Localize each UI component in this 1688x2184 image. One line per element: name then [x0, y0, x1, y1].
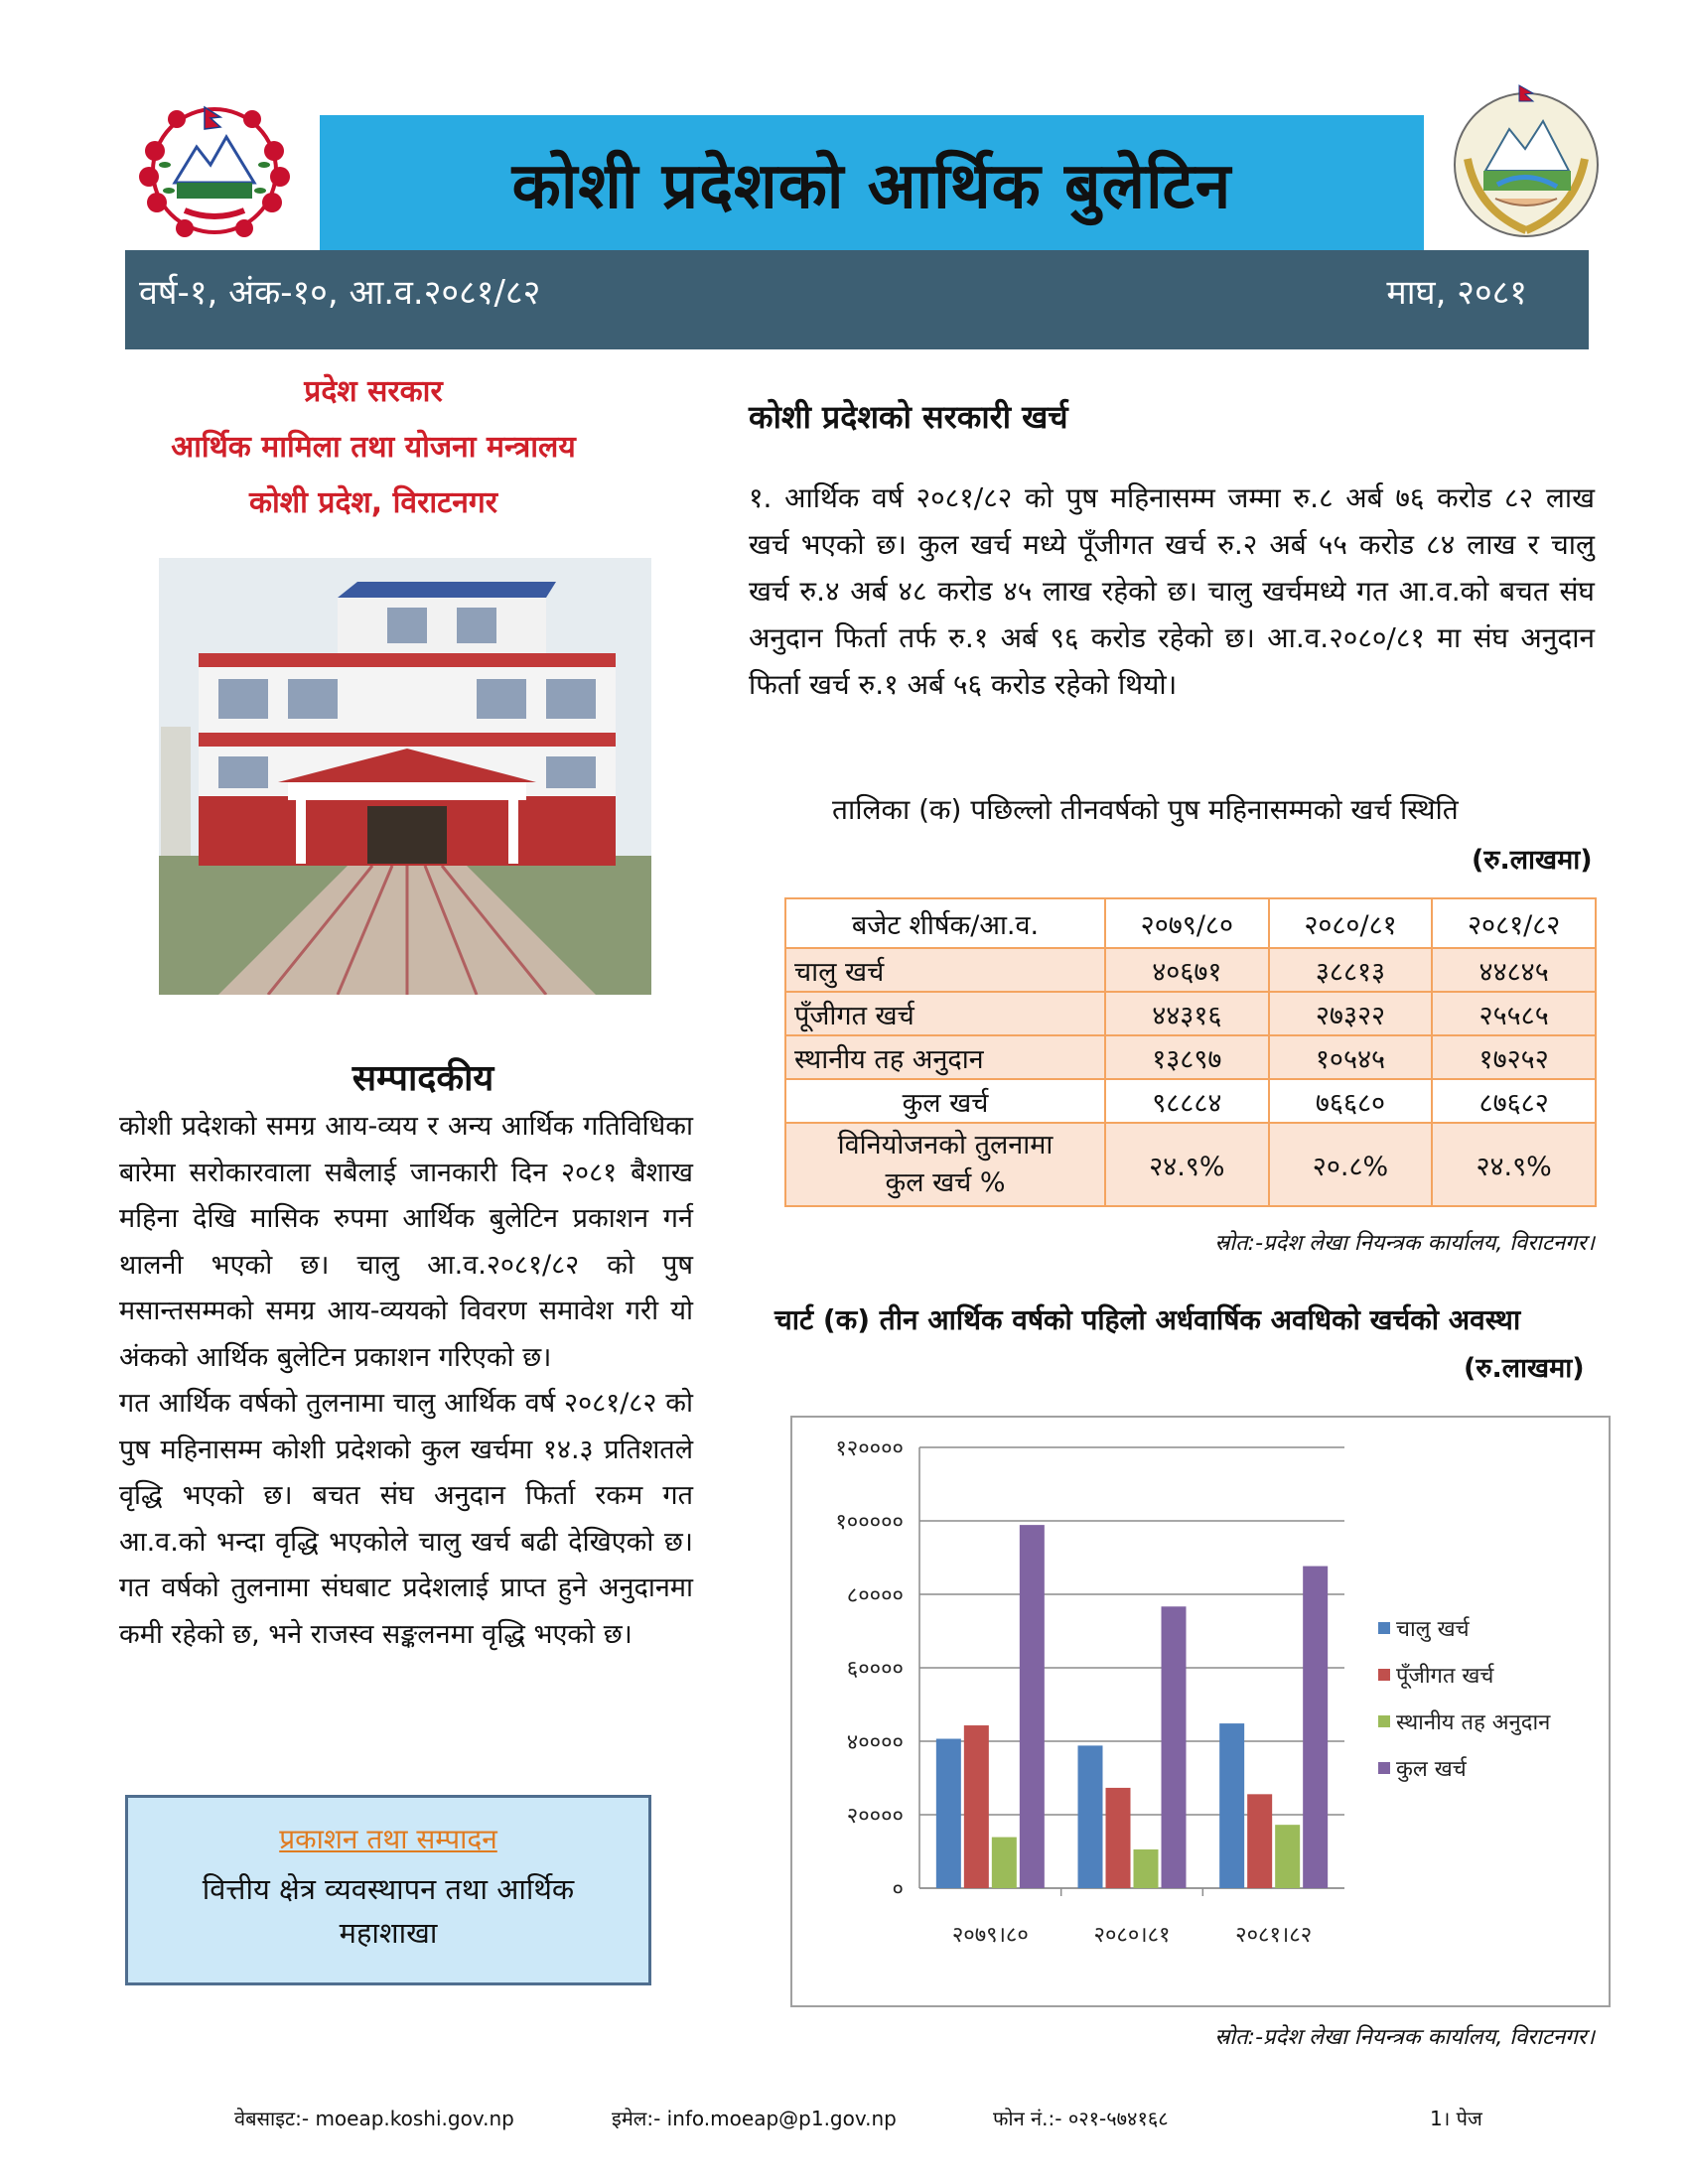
x-tick-label: २०८१।८२ — [1235, 1923, 1313, 1948]
ministry-building-photo — [159, 558, 651, 995]
table-cell: १०५४५ — [1269, 1035, 1433, 1079]
legend-entry: चालु खर्च — [1396, 1617, 1470, 1642]
y-tick-label: २०००० — [846, 1804, 904, 1829]
table-cell: ४४८४५ — [1432, 948, 1596, 992]
table-cell: २०.८% — [1269, 1123, 1433, 1206]
chart-caption: चार्ट (क) तीन आर्थिक वर्षको पहिलो अर्धवार्षिक अवधिको खर्चको अवस्था — [774, 1303, 1521, 1336]
bar — [1078, 1745, 1103, 1888]
legend-swatch — [1378, 1762, 1390, 1774]
title-banner — [320, 115, 1424, 250]
editorial-paragraph-1: कोशी प्रदेशको समग्र आय-व्यय र अन्य आर्थिक गतिविधिका बारेमा सरोकारवाला सबैलाई जानकारी दिन २०८१ बैशाख महिना देखि मासिक रुपमा आर्थिक बुलेटिन प्रकाशन गर्न थालनी भएको छ। चालु आ.व.२०८१/८२ को पुष मसान्तसम्मको समग्र आय-व्ययको विवरण समावेश गरी यो अंकको आर्थिक बुलेटिन प्रकाशन गरिएको छ। — [119, 1111, 693, 1373]
table-row — [785, 1123, 1596, 1206]
table-cell: ३८८१३ — [1269, 948, 1433, 992]
x-tick-label: २०७९।८० — [951, 1923, 1029, 1948]
y-tick-label: १२०००० — [835, 1436, 904, 1461]
expenditure-chart — [790, 1416, 1611, 2007]
y-tick-label: ६०००० — [846, 1657, 904, 1682]
table-cell: १३८९७ — [1105, 1035, 1269, 1079]
issue-bar — [125, 250, 1589, 349]
table-cell: ४४३१६ — [1105, 992, 1269, 1035]
legend-swatch — [1378, 1715, 1390, 1727]
bar — [964, 1725, 989, 1888]
section-title: कोशी प्रदेशको सरकारी खर्च — [749, 398, 1068, 436]
y-tick-label: ८०००० — [846, 1583, 904, 1608]
table-cell: ४०६७१ — [1105, 948, 1269, 992]
issue-month: माघ, २०८१ — [1386, 273, 1527, 313]
footer-website[interactable]: वेबसाइट:- moeap.koshi.gov.np — [234, 2107, 514, 2130]
table-header-cell: २०७९/८० — [1105, 898, 1269, 948]
footer-phone: फोन नं.:- ०२१-५७४१६८ — [993, 2107, 1169, 2130]
table-row — [785, 1035, 1596, 1079]
table-header-cell: बजेट शीर्षक/आ.व. — [785, 898, 1105, 948]
legend-entry: पूँजीगत खर्च — [1396, 1664, 1494, 1689]
table-cell: ७६६८० — [1269, 1079, 1433, 1123]
legend-swatch — [1378, 1669, 1390, 1681]
bar — [1162, 1606, 1187, 1888]
table-caption: तालिका (क) पछिल्लो तीनवर्षको पुष महिनासम्मको खर्च स्थिति — [832, 793, 1459, 826]
table-row — [785, 992, 1596, 1035]
table-header-cell: २०८१/८२ — [1432, 898, 1596, 948]
gov-line-3: कोशी प्रदेश, विराटनगर — [248, 485, 498, 520]
bar — [1275, 1825, 1300, 1888]
y-tick-label: ० — [892, 1877, 904, 1902]
page-number: 1। पेज — [1430, 2107, 1482, 2130]
gov-line-2: आर्थिक मामिला तथा योजना मन्त्रालय — [171, 430, 576, 465]
table-cell: २४.९% — [1432, 1123, 1596, 1206]
table-header-row — [785, 898, 1596, 948]
bar — [1303, 1567, 1328, 1888]
issue-number: वर्ष-१, अंक-१०, आ.व.२०८१/८२ — [139, 273, 541, 313]
publication-dept-line-2: महाशाखा — [339, 1916, 438, 1950]
gov-line-1: प्रदेश सरकार — [304, 374, 443, 409]
x-tick-label: २०८०।८१ — [1093, 1923, 1171, 1948]
table-cell: ८७६८२ — [1432, 1079, 1596, 1123]
table-source: स्रोत:-प्रदेश लेखा नियन्त्रक कार्यालय, विराटनगर। — [1214, 1231, 1595, 1256]
row-label — [785, 1123, 1105, 1206]
y-tick-label: १००००० — [835, 1510, 904, 1535]
bar — [992, 1838, 1017, 1888]
y-tick-label: ४०००० — [846, 1730, 904, 1755]
table-unit: (रु.लाखमा) — [1472, 845, 1593, 876]
table-cell: २४.९% — [1105, 1123, 1269, 1206]
editorial-body — [119, 1104, 693, 1658]
chart-source: स्रोत:-प्रदेश लेखा नियन्त्रक कार्यालय, विराटनगर। — [1214, 2025, 1595, 2050]
table-cell: ९८८८४ — [1105, 1079, 1269, 1123]
chart-svg — [792, 1418, 1609, 2005]
legend-entry: कुल खर्च — [1396, 1757, 1467, 1782]
row-label: पूँजीगत खर्च — [785, 992, 1105, 1035]
publication-box — [125, 1795, 651, 1985]
row-label: चालु खर्च — [785, 948, 1105, 992]
bar — [1106, 1788, 1131, 1888]
table-row — [785, 948, 1596, 992]
koshi-province-logo — [1438, 81, 1615, 242]
bulletin-title: कोशी प्रदेशको आर्थिक बुलेटिन — [511, 149, 1232, 223]
footer-email[interactable]: इमेल:- info.moeap@p1.gov.np — [612, 2107, 897, 2130]
expenditure-table — [784, 897, 1597, 1207]
nepal-emblem-logo — [125, 91, 304, 250]
publication-title: प्रकाशन तथा सम्पादन — [279, 1823, 497, 1855]
bar — [1219, 1723, 1244, 1888]
legend-swatch — [1378, 1622, 1390, 1634]
table-cell: २७३२२ — [1269, 992, 1433, 1035]
legend-entry: स्थानीय तह अनुदान — [1396, 1710, 1551, 1735]
table-cell: १७२५२ — [1432, 1035, 1596, 1079]
row-label: स्थानीय तह अनुदान — [785, 1035, 1105, 1079]
chart-unit: (रु.लाखमा) — [1464, 1353, 1585, 1384]
bar — [1134, 1849, 1159, 1888]
table-cell: २५५८५ — [1432, 992, 1596, 1035]
row-label-line-2: कुल खर्च % — [885, 1167, 1006, 1198]
bar — [1020, 1525, 1045, 1888]
row-label-line-1: विनियोजनको तुलनामा — [837, 1130, 1054, 1160]
table-row-total — [785, 1079, 1596, 1123]
editorial-title: सम्पादकीय — [352, 1058, 494, 1099]
editorial-paragraph-2: गत आर्थिक वर्षको तुलनामा चालु आर्थिक वर्ष २०८१/८२ को पुष महिनासम्म कोशी प्रदेशको कुल खर्चमा १४.३ प्रतिशतले वृद्धि भएको छ। बचत संघ अनुदान फिर्ता रकम गत आ.व.को भन्दा वृद्धि भएकोले चालु खर्च बढी देखिएको छ। गत वर्षको तुलनामा संघबाट प्रदेशलाई प्राप्त हुने अनुदानमा कमी रहेको छ, भने राजस्व सङ्कलनमा वृद्धि भएको छ। — [119, 1388, 693, 1650]
table-header-cell: २०८०/८१ — [1269, 898, 1433, 948]
row-label: कुल खर्च — [785, 1079, 1105, 1123]
expenditure-paragraph: १. आर्थिक वर्ष २०८१/८२ को पुष महिनासम्म जम्मा रु.८ अर्ब ७६ करोड ८२ लाख खर्च भएको छ। कुल खर्च मध्ये पूँजीगत खर्च रु.२ अर्ब ५५ करोड ८४ लाख र चालु खर्च रु.४ अर्ब ४८ करोड ४५ लाख रहेको छ। चालु खर्चमध्ये गत आ.व.को बचत संघ अनुदान फिर्ता तर्फ रु.१ अर्ब ९६ करोड रहेको छ। आ.व.२०८०/८१ मा संघ अनुदान फिर्ता खर्च रु.१ अर्ब ५६ करोड रहेको थियो। — [749, 481, 1595, 701]
bar — [1247, 1794, 1272, 1888]
bar — [936, 1739, 961, 1888]
publication-dept-line-1: वित्तीय क्षेत्र व्यवस्थापन तथा आर्थिक — [202, 1872, 575, 1906]
